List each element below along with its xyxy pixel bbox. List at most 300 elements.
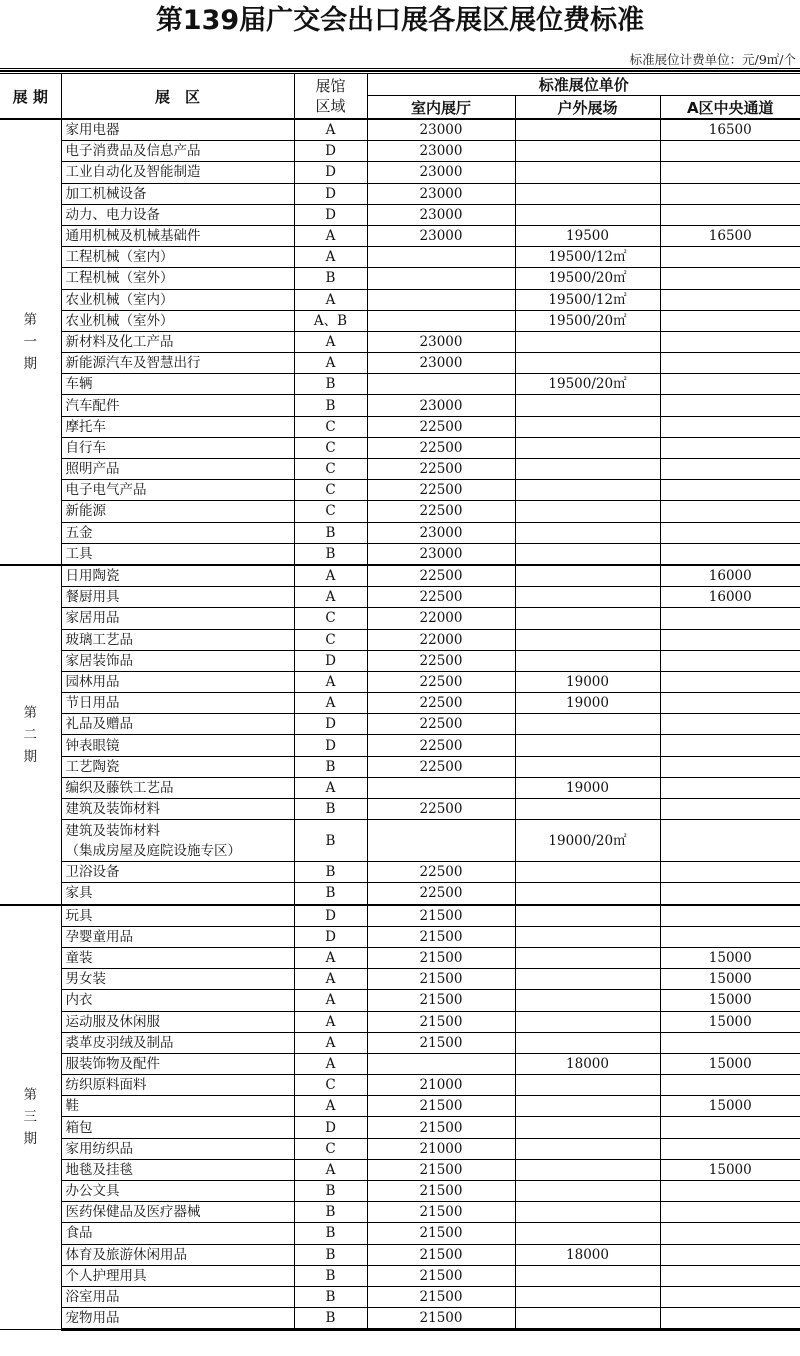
outdoor-price-cell: 19500/20㎡ xyxy=(515,268,660,289)
zone-cell: 工程机械（室内） xyxy=(61,247,294,268)
indoor-price-cell: 21500 xyxy=(367,1265,515,1286)
table-row xyxy=(0,119,800,141)
outdoor-price-cell xyxy=(515,437,660,458)
outdoor-price-cell xyxy=(515,799,660,820)
header-indoor: 室内展厅 xyxy=(367,96,515,120)
zone-cell: 日用陶瓷 xyxy=(61,565,294,587)
zone-cell: 体育及旅游休闲用品 xyxy=(61,1244,294,1265)
zone-cell: 建筑及装饰材料 xyxy=(61,799,294,820)
zone-cell: 编织及藤铁工艺品 xyxy=(61,777,294,798)
central-aisle-price-cell xyxy=(660,480,800,501)
central-aisle-price-cell: 16000 xyxy=(660,565,800,587)
hall-area-cell: B xyxy=(294,522,367,543)
indoor-price-cell: 22500 xyxy=(367,437,515,458)
indoor-price-cell: 21500 xyxy=(367,926,515,947)
central-aisle-price-cell: 15000 xyxy=(660,1096,800,1117)
indoor-price-cell: 23000 xyxy=(367,543,515,565)
table-row xyxy=(0,543,800,565)
outdoor-price-cell: 18000 xyxy=(515,1244,660,1265)
table-row xyxy=(0,671,800,692)
table-row xyxy=(0,374,800,395)
indoor-price-cell xyxy=(367,1053,515,1074)
hall-area-cell: D xyxy=(294,714,367,735)
outdoor-price-cell xyxy=(515,416,660,437)
zone-cell: 家居装饰品 xyxy=(61,650,294,671)
outdoor-price-cell xyxy=(515,565,660,587)
indoor-price-cell: 21500 xyxy=(367,947,515,968)
indoor-price-cell: 23000 xyxy=(367,119,515,141)
zone-name-line2: （集成房屋及庭院设施专区） xyxy=(65,842,241,859)
central-aisle-price-cell: 16500 xyxy=(660,119,800,141)
table-row xyxy=(0,587,800,608)
central-aisle-price-cell: 15000 xyxy=(660,947,800,968)
central-aisle-price-cell: 15000 xyxy=(660,969,800,990)
table-row xyxy=(0,756,800,777)
hall-area-cell: C xyxy=(294,1075,367,1096)
indoor-price-cell: 22500 xyxy=(367,416,515,437)
zone-cell: 卫浴设备 xyxy=(61,862,294,883)
outdoor-price-cell xyxy=(515,1032,660,1053)
hall-area-cell: D xyxy=(294,141,367,162)
hall-area-cell: A xyxy=(294,331,367,352)
indoor-price-cell: 21500 xyxy=(367,1159,515,1180)
central-aisle-price-cell xyxy=(660,1265,800,1286)
header-hall-area-line2: 区域 xyxy=(315,97,346,115)
outdoor-price-cell xyxy=(515,459,660,480)
central-aisle-price-cell: 15000 xyxy=(660,990,800,1011)
indoor-price-cell: 23000 xyxy=(367,204,515,225)
outdoor-price-cell xyxy=(515,1117,660,1138)
indoor-price-cell: 23000 xyxy=(367,522,515,543)
table-row xyxy=(0,204,800,225)
indoor-price-cell: 22500 xyxy=(367,501,515,522)
table-row xyxy=(0,1308,800,1330)
table-row xyxy=(0,714,800,735)
central-aisle-price-cell: 16000 xyxy=(660,587,800,608)
zone-cell: 童装 xyxy=(61,947,294,968)
indoor-price-cell: 22500 xyxy=(367,862,515,883)
indoor-price-cell: 22500 xyxy=(367,671,515,692)
central-aisle-price-cell xyxy=(660,905,800,927)
outdoor-price-cell xyxy=(515,905,660,927)
outdoor-price-cell xyxy=(515,1202,660,1223)
central-aisle-price-cell xyxy=(660,543,800,565)
indoor-price-cell: 21500 xyxy=(367,1308,515,1330)
indoor-price-cell: 22000 xyxy=(367,629,515,650)
outdoor-price-cell xyxy=(515,1223,660,1244)
outdoor-price-cell xyxy=(515,353,660,374)
indoor-price-cell: 23000 xyxy=(367,183,515,204)
header-zone: 展 区 xyxy=(61,74,294,120)
header-outdoor: 户外展场 xyxy=(515,96,660,120)
outdoor-price-cell xyxy=(515,756,660,777)
zone-cell: 医药保健品及医疗器械 xyxy=(61,1202,294,1223)
hall-area-cell: A xyxy=(294,119,367,141)
zone-cell: 工业自动化及智能制造 xyxy=(61,162,294,183)
zone-cell: 动力、电力设备 xyxy=(61,204,294,225)
central-aisle-price-cell xyxy=(660,204,800,225)
central-aisle-price-cell xyxy=(660,1032,800,1053)
period-label-char: 第 xyxy=(23,1087,37,1104)
table-row xyxy=(0,331,800,352)
table-row xyxy=(0,1032,800,1053)
hall-area-cell: B xyxy=(294,1244,367,1265)
header-central-aisle: A区中央通道 xyxy=(660,96,800,120)
zone-cell: 照明产品 xyxy=(61,459,294,480)
central-aisle-price-cell xyxy=(660,459,800,480)
indoor-price-cell: 21500 xyxy=(367,990,515,1011)
zone-cell: 运动服及休闲服 xyxy=(61,1011,294,1032)
hall-area-cell: A xyxy=(294,565,367,587)
table-row xyxy=(0,1011,800,1032)
outdoor-price-cell xyxy=(515,608,660,629)
zone-cell: 家具 xyxy=(61,883,294,905)
page-title: 第139届广交会出口展各展区展位费标准 xyxy=(155,5,645,36)
hall-area-cell: A xyxy=(294,1011,367,1032)
zone-cell: 鞋 xyxy=(61,1096,294,1117)
indoor-price-cell: 23000 xyxy=(367,141,515,162)
hall-area-cell: D xyxy=(294,650,367,671)
hall-area-cell: D xyxy=(294,735,367,756)
table-row xyxy=(0,437,800,458)
hall-area-cell: B xyxy=(294,268,367,289)
hall-area-cell: A xyxy=(294,1159,367,1180)
outdoor-price-cell xyxy=(515,162,660,183)
indoor-price-cell: 23000 xyxy=(367,395,515,416)
hall-area-cell: C xyxy=(294,480,367,501)
period-label xyxy=(0,119,61,565)
table-row xyxy=(0,820,800,862)
table-row xyxy=(0,905,800,927)
indoor-price-cell xyxy=(367,310,515,331)
table-row xyxy=(0,1223,800,1244)
table-row xyxy=(0,183,800,204)
outdoor-price-cell xyxy=(515,947,660,968)
outdoor-price-cell: 19000 xyxy=(515,671,660,692)
outdoor-price-cell xyxy=(515,969,660,990)
central-aisle-price-cell xyxy=(660,1075,800,1096)
indoor-price-cell xyxy=(367,268,515,289)
header-price-group: 标准展位单价 xyxy=(367,74,800,96)
central-aisle-price-cell xyxy=(660,183,800,204)
central-aisle-price-cell xyxy=(660,862,800,883)
outdoor-price-cell xyxy=(515,629,660,650)
table-row xyxy=(0,416,800,437)
hall-area-cell: B xyxy=(294,543,367,565)
header-period: 展 期 xyxy=(0,74,61,120)
table-row xyxy=(0,969,800,990)
indoor-price-cell xyxy=(367,374,515,395)
table-row xyxy=(0,162,800,183)
central-aisle-price-cell xyxy=(660,501,800,522)
table-row xyxy=(0,799,800,820)
indoor-price-cell: 21000 xyxy=(367,1138,515,1159)
hall-area-cell: C xyxy=(294,459,367,480)
period-label xyxy=(0,905,61,1330)
hall-area-cell: C xyxy=(294,416,367,437)
top-double-rule xyxy=(0,68,800,72)
table-row xyxy=(0,289,800,310)
zone-cell: 汽车配件 xyxy=(61,395,294,416)
zone-cell: 餐厨用具 xyxy=(61,587,294,608)
zone-cell: 新能源 xyxy=(61,501,294,522)
central-aisle-price-cell xyxy=(660,1286,800,1307)
outdoor-price-cell xyxy=(515,1159,660,1180)
table-row xyxy=(0,1202,800,1223)
table-row xyxy=(0,480,800,501)
central-aisle-price-cell xyxy=(660,289,800,310)
hall-area-cell: D xyxy=(294,905,367,927)
central-aisle-price-cell xyxy=(660,799,800,820)
period-label-char: 三 xyxy=(23,1109,37,1126)
hall-area-cell: A xyxy=(294,671,367,692)
zone-cell: 农业机械（室外） xyxy=(61,310,294,331)
zone-cell: 孕婴童用品 xyxy=(61,926,294,947)
table-row xyxy=(0,777,800,798)
hall-area-cell: A xyxy=(294,1053,367,1074)
table-row xyxy=(0,1075,800,1096)
indoor-price-cell: 21500 xyxy=(367,969,515,990)
outdoor-price-cell xyxy=(515,119,660,141)
outdoor-price-cell xyxy=(515,990,660,1011)
outdoor-price-cell xyxy=(515,501,660,522)
table-row xyxy=(0,1159,800,1180)
outdoor-price-cell: 18000 xyxy=(515,1053,660,1074)
outdoor-price-cell xyxy=(515,141,660,162)
indoor-price-cell: 21500 xyxy=(367,1117,515,1138)
zone-cell: 家用电器 xyxy=(61,119,294,141)
outdoor-price-cell xyxy=(515,735,660,756)
table-row xyxy=(0,1181,800,1202)
hall-area-cell: D xyxy=(294,204,367,225)
outdoor-price-cell xyxy=(515,480,660,501)
hall-area-cell: B xyxy=(294,883,367,905)
hall-area-cell: B xyxy=(294,1223,367,1244)
zone-cell: 玩具 xyxy=(61,905,294,927)
central-aisle-price-cell xyxy=(660,820,800,862)
zone-cell: 农业机械（室内） xyxy=(61,289,294,310)
outdoor-price-cell xyxy=(515,650,660,671)
indoor-price-cell: 21500 xyxy=(367,1223,515,1244)
hall-area-cell: B xyxy=(294,1181,367,1202)
zone-cell: 宠物用品 xyxy=(61,1308,294,1330)
indoor-price-cell: 22500 xyxy=(367,735,515,756)
hall-area-cell: A xyxy=(294,1032,367,1053)
zone-cell: 工程机械（室外） xyxy=(61,268,294,289)
indoor-price-cell: 22500 xyxy=(367,756,515,777)
indoor-price-cell: 22500 xyxy=(367,883,515,905)
outdoor-price-cell xyxy=(515,1138,660,1159)
central-aisle-price-cell xyxy=(660,714,800,735)
outdoor-price-cell xyxy=(515,926,660,947)
hall-area-cell: A xyxy=(294,1096,367,1117)
central-aisle-price-cell xyxy=(660,374,800,395)
outdoor-price-cell: 19000 xyxy=(515,693,660,714)
outdoor-price-cell: 19500/12㎡ xyxy=(515,289,660,310)
indoor-price-cell: 22500 xyxy=(367,650,515,671)
outdoor-price-cell xyxy=(515,331,660,352)
indoor-price-cell: 21500 xyxy=(367,1286,515,1307)
indoor-price-cell xyxy=(367,247,515,268)
period-label xyxy=(0,565,61,905)
period-label-char: 期 xyxy=(23,748,37,765)
central-aisle-price-cell xyxy=(660,1308,800,1330)
indoor-price-cell: 21500 xyxy=(367,1032,515,1053)
outdoor-price-cell xyxy=(515,395,660,416)
outdoor-price-cell xyxy=(515,714,660,735)
central-aisle-price-cell xyxy=(660,522,800,543)
indoor-price-cell xyxy=(367,820,515,862)
table-row xyxy=(0,693,800,714)
outdoor-price-cell: 19500/20㎡ xyxy=(515,310,660,331)
hall-area-cell: C xyxy=(294,629,367,650)
zone-cell: 自行车 xyxy=(61,437,294,458)
table-row xyxy=(0,141,800,162)
outdoor-price-cell: 19000 xyxy=(515,777,660,798)
hall-area-cell: B xyxy=(294,1286,367,1307)
hall-area-cell: B xyxy=(294,1202,367,1223)
hall-area-cell: B xyxy=(294,862,367,883)
table-row xyxy=(0,501,800,522)
central-aisle-price-cell xyxy=(660,629,800,650)
table-row xyxy=(0,353,800,374)
hall-area-cell: B xyxy=(294,395,367,416)
table-row xyxy=(0,395,800,416)
indoor-price-cell: 21500 xyxy=(367,905,515,927)
central-aisle-price-cell: 15000 xyxy=(660,1053,800,1074)
central-aisle-price-cell xyxy=(660,1244,800,1265)
outdoor-price-cell xyxy=(515,1075,660,1096)
header-hall-area xyxy=(294,74,367,120)
hall-area-cell: B xyxy=(294,1265,367,1286)
table-row xyxy=(0,310,800,331)
zone-cell: 箱包 xyxy=(61,1117,294,1138)
hall-area-cell: C xyxy=(294,501,367,522)
central-aisle-price-cell xyxy=(660,650,800,671)
table-row xyxy=(0,990,800,1011)
outdoor-price-cell xyxy=(515,1286,660,1307)
indoor-price-cell: 21500 xyxy=(367,1096,515,1117)
hall-area-cell: A xyxy=(294,777,367,798)
table-body xyxy=(0,119,800,1330)
table-row xyxy=(0,735,800,756)
zone-cell: 五金 xyxy=(61,522,294,543)
table-row xyxy=(0,247,800,268)
indoor-price-cell: 22500 xyxy=(367,459,515,480)
zone-name-line1: 建筑及装饰材料 xyxy=(65,822,160,839)
central-aisle-price-cell xyxy=(660,162,800,183)
outdoor-price-cell: 19500/12㎡ xyxy=(515,247,660,268)
table-row xyxy=(0,947,800,968)
indoor-price-cell: 22500 xyxy=(367,714,515,735)
outdoor-price-cell xyxy=(515,1096,660,1117)
central-aisle-price-cell: 15000 xyxy=(660,1011,800,1032)
hall-area-cell: B xyxy=(294,820,367,862)
central-aisle-price-cell xyxy=(660,310,800,331)
hall-area-cell: A xyxy=(294,587,367,608)
zone-cell: 裘革皮羽绒及制品 xyxy=(61,1032,294,1053)
table-row xyxy=(0,565,800,587)
table-row xyxy=(0,650,800,671)
table-row xyxy=(0,883,800,905)
central-aisle-price-cell xyxy=(660,1181,800,1202)
hall-area-cell: A、B xyxy=(294,310,367,331)
central-aisle-price-cell xyxy=(660,1138,800,1159)
zone-cell: 个人护理用具 xyxy=(61,1265,294,1286)
indoor-price-cell: 21500 xyxy=(367,1202,515,1223)
hall-area-cell: B xyxy=(294,756,367,777)
table-row xyxy=(0,459,800,480)
hall-area-cell: A xyxy=(294,353,367,374)
hall-area-cell: D xyxy=(294,926,367,947)
header-hall-area-line1: 展馆 xyxy=(315,77,346,95)
outdoor-price-cell xyxy=(515,183,660,204)
indoor-price-cell: 21500 xyxy=(367,1011,515,1032)
period-label-char: 第 xyxy=(23,311,37,328)
central-aisle-price-cell xyxy=(660,268,800,289)
table-row xyxy=(0,1244,800,1265)
table-row xyxy=(0,522,800,543)
zone-cell: 男女装 xyxy=(61,969,294,990)
central-aisle-price-cell xyxy=(660,416,800,437)
zone-cell: 电子消费品及信息产品 xyxy=(61,141,294,162)
table-row xyxy=(0,1053,800,1074)
hall-area-cell: A xyxy=(294,225,367,246)
zone-cell: 车辆 xyxy=(61,374,294,395)
hall-area-cell: A xyxy=(294,990,367,1011)
period-label-char: 期 xyxy=(23,1131,37,1148)
outdoor-price-cell xyxy=(515,587,660,608)
central-aisle-price-cell xyxy=(660,353,800,374)
indoor-price-cell: 23000 xyxy=(367,331,515,352)
indoor-price-cell: 22500 xyxy=(367,480,515,501)
zone-cell: 新材料及化工产品 xyxy=(61,331,294,352)
indoor-price-cell: 23000 xyxy=(367,225,515,246)
table-row xyxy=(0,225,800,246)
indoor-price-cell: 21000 xyxy=(367,1075,515,1096)
zone-cell: 通用机械及机械基础件 xyxy=(61,225,294,246)
table-row xyxy=(0,268,800,289)
hall-area-cell: D xyxy=(294,162,367,183)
central-aisle-price-cell xyxy=(660,756,800,777)
zone-cell: 玻璃工艺品 xyxy=(61,629,294,650)
table-row xyxy=(0,1286,800,1307)
zone-cell: 园林用品 xyxy=(61,671,294,692)
zone-cell: 礼品及赠品 xyxy=(61,714,294,735)
hall-area-cell: C xyxy=(294,437,367,458)
booth-fee-table xyxy=(0,73,800,1331)
zone-cell: 工具 xyxy=(61,543,294,565)
hall-area-cell: C xyxy=(294,1138,367,1159)
indoor-price-cell: 22000 xyxy=(367,608,515,629)
central-aisle-price-cell xyxy=(660,608,800,629)
hall-area-cell: D xyxy=(294,183,367,204)
outdoor-price-cell xyxy=(515,522,660,543)
zone-cell: 纺织原料面料 xyxy=(61,1075,294,1096)
outdoor-price-cell xyxy=(515,204,660,225)
zone-cell xyxy=(61,820,294,862)
zone-cell: 办公文具 xyxy=(61,1181,294,1202)
zone-cell: 加工机械设备 xyxy=(61,183,294,204)
central-aisle-price-cell xyxy=(660,1223,800,1244)
indoor-price-cell: 21500 xyxy=(367,1244,515,1265)
central-aisle-price-cell xyxy=(660,437,800,458)
hall-area-cell: D xyxy=(294,1117,367,1138)
zone-cell: 工艺陶瓷 xyxy=(61,756,294,777)
zone-cell: 家用纺织品 xyxy=(61,1138,294,1159)
central-aisle-price-cell xyxy=(660,883,800,905)
central-aisle-price-cell xyxy=(660,331,800,352)
